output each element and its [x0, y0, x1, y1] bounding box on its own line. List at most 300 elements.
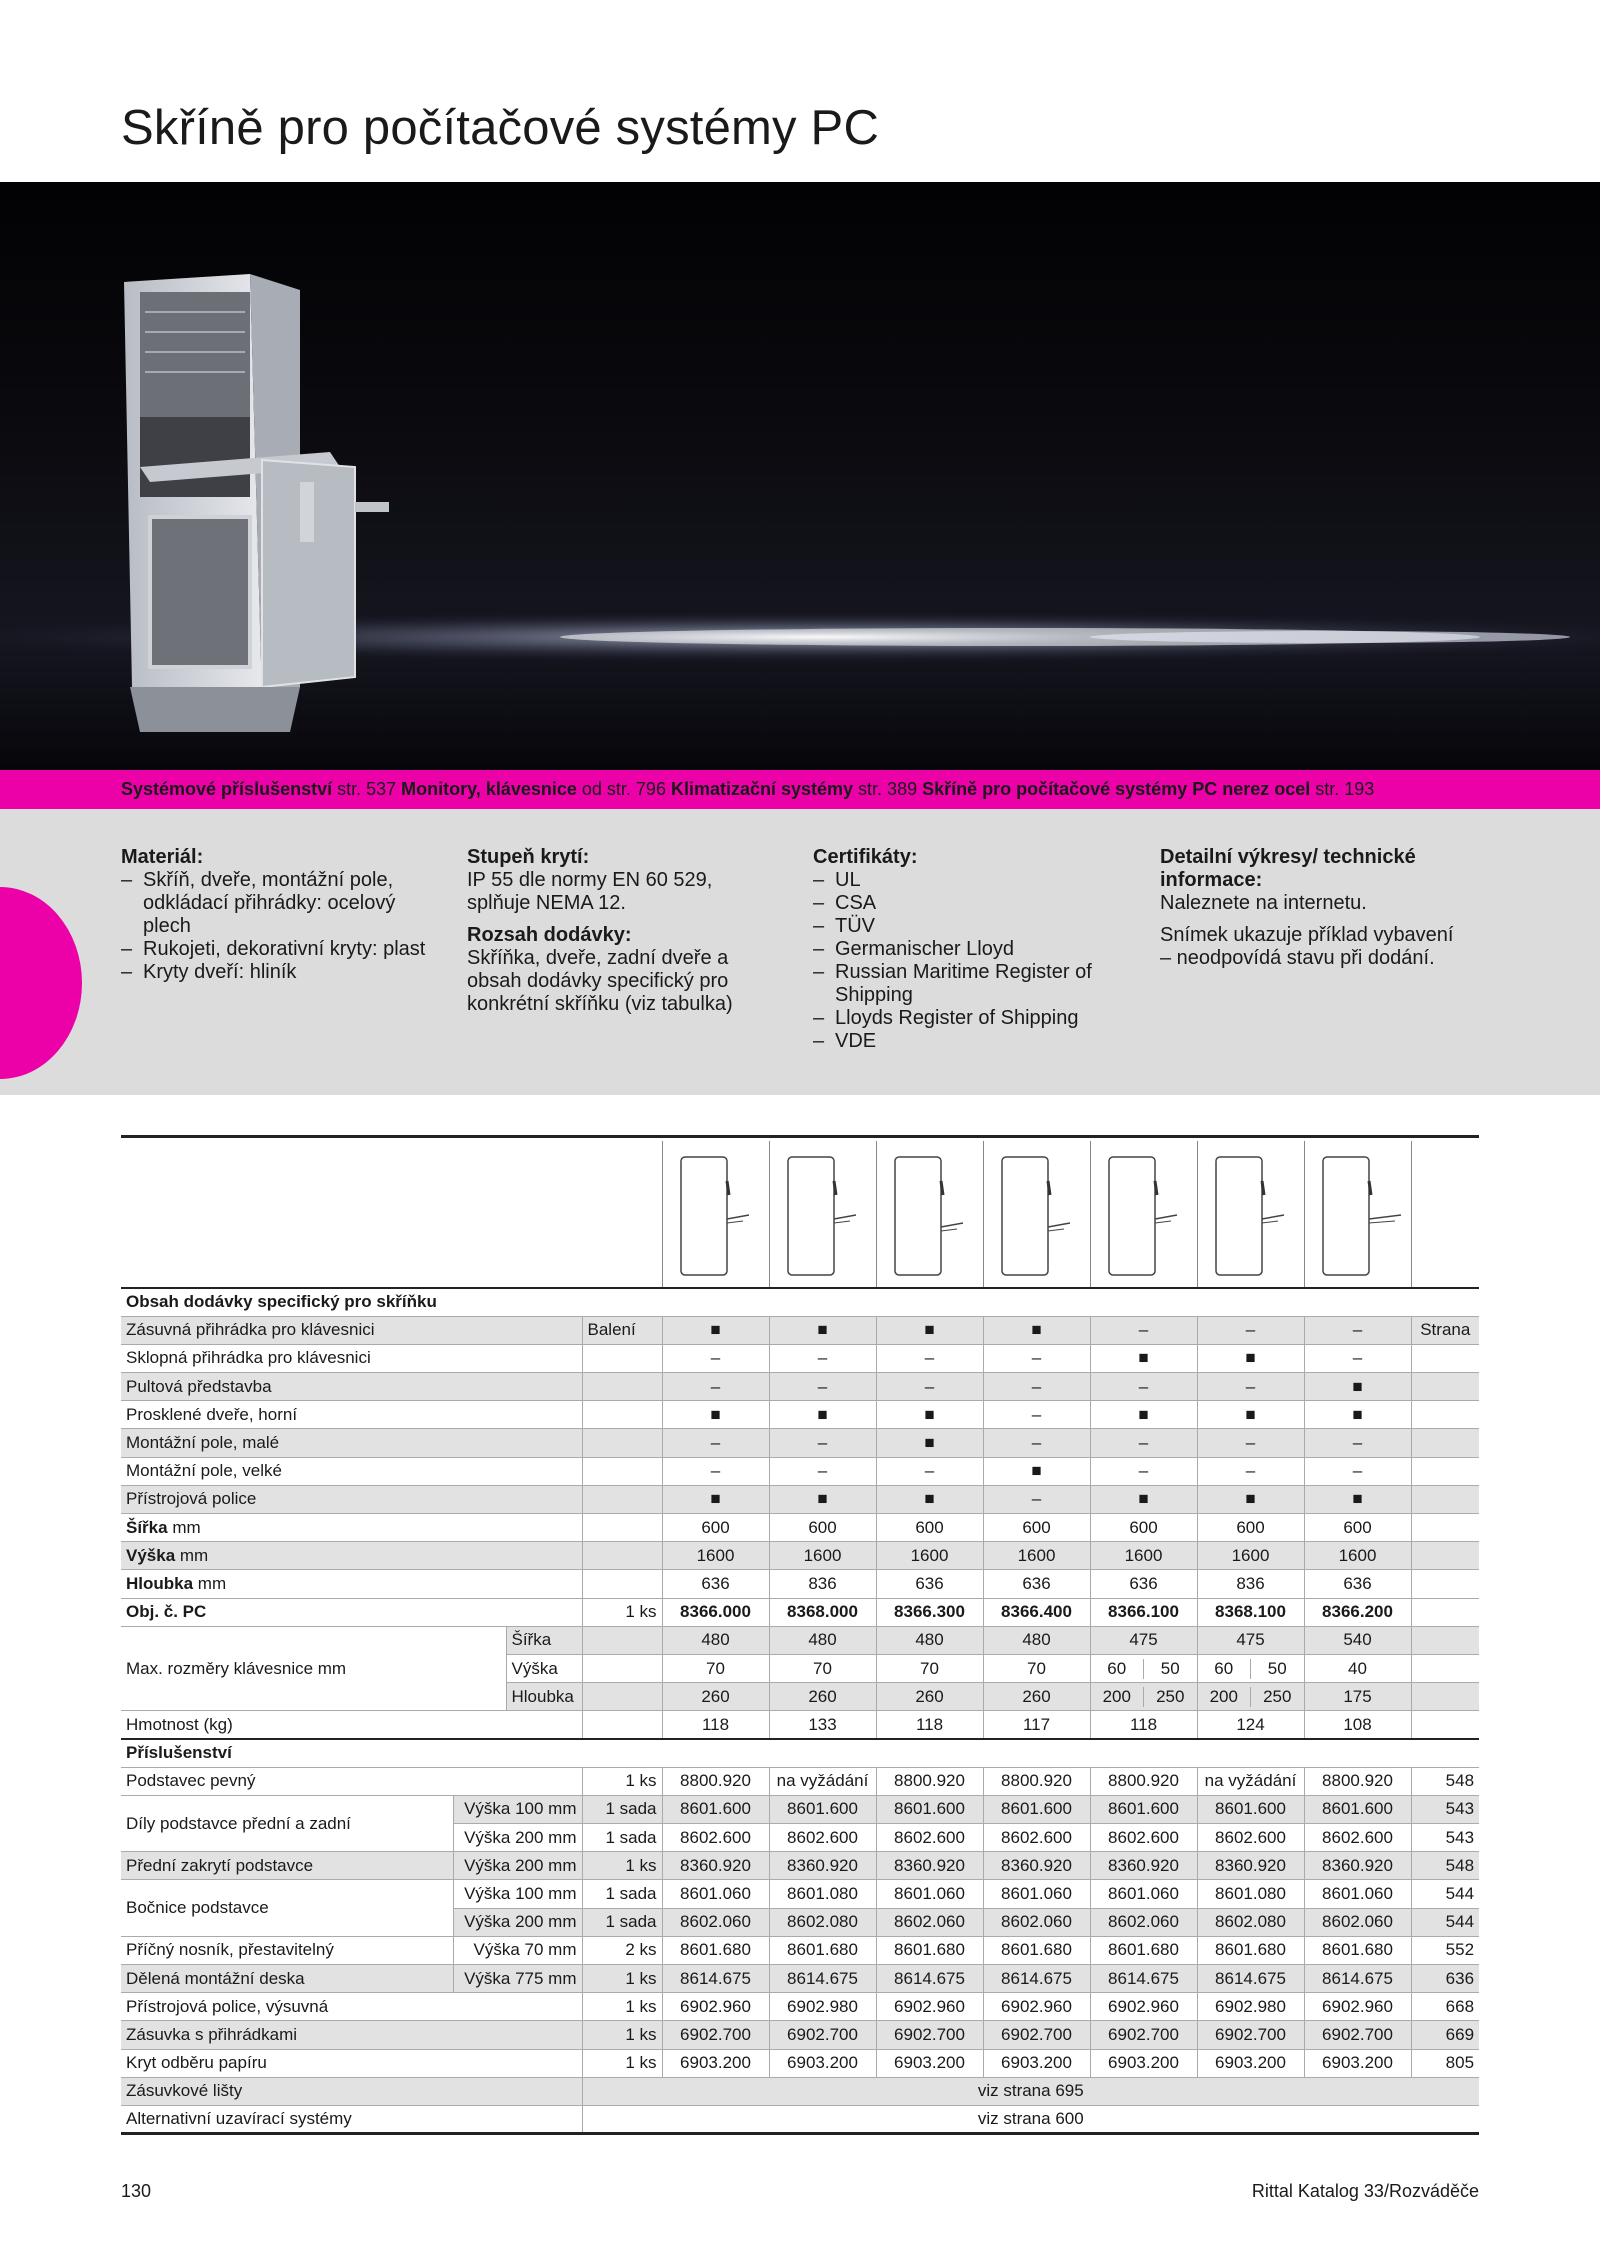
table-cell: 8601.600: [1090, 1795, 1197, 1823]
row-label: Přístrojová police, výsuvná: [121, 1993, 582, 2021]
table-cell: 8601.600: [769, 1795, 876, 1823]
row-label: Zásuvkové lišty: [121, 2077, 582, 2105]
table-cell: –: [1304, 1344, 1411, 1372]
row-label: Podstavec pevný: [121, 1767, 582, 1795]
table-cell: –: [1304, 1457, 1411, 1485]
material-column: [121, 846, 441, 984]
table-cell: [1411, 1711, 1479, 1739]
table-cell: 8601.680: [769, 1936, 876, 1964]
table-cell: 200 250: [1090, 1683, 1197, 1711]
cabinet-drawing: [1197, 1141, 1304, 1287]
table-row: [121, 1767, 1479, 1795]
table-cell: 636: [983, 1570, 1090, 1598]
table-cell: 8601.060: [983, 1880, 1090, 1908]
ref-page: str. 193: [1310, 779, 1375, 799]
pack-cell: 1 ks: [582, 1965, 662, 1993]
table-cell: 60 50: [1197, 1654, 1304, 1682]
table-cell: 6902.960: [1090, 1993, 1197, 2021]
table-cell: –: [876, 1344, 983, 1372]
page-cell: 543: [1411, 1824, 1479, 1852]
table-cell: 600: [1090, 1514, 1197, 1542]
row-label: Bočnice podstavce: [121, 1880, 453, 1936]
row-label: Kryt odběru papíru: [121, 2049, 582, 2077]
table-cell: –: [876, 1373, 983, 1401]
table-cell: 8800.920: [983, 1767, 1090, 1795]
table-cell: 60 50: [1090, 1654, 1197, 1682]
table-cell: –: [983, 1429, 1090, 1457]
table-cell: [582, 1401, 662, 1429]
order-number: 8366.300: [876, 1598, 983, 1626]
table-cell: [1411, 1626, 1479, 1654]
table-cell: 1600: [876, 1542, 983, 1570]
list-item: – UL: [813, 869, 1133, 892]
protection-text: IP 55 dle normy EN 60 529, splňuje NEMA 12.: [467, 869, 713, 914]
sub-label: Výška: [506, 1654, 582, 1682]
table-cell: 8602.600: [983, 1824, 1090, 1852]
table-cell: 70: [769, 1654, 876, 1682]
table-cell: 540: [1304, 1626, 1411, 1654]
row-label: Šířka mm: [121, 1514, 582, 1542]
table-cell: 6903.200: [1090, 2049, 1197, 2077]
table-cell: 1600: [662, 1542, 769, 1570]
list-item: – CSA: [813, 892, 1133, 915]
table-cell: ■: [1090, 1401, 1197, 1429]
table-row: [121, 2021, 1479, 2049]
cabinet-drawing: [662, 1141, 769, 1287]
list-item: – Rukojeti, dekorativní kryty: plast: [121, 938, 441, 961]
table-cell: [582, 1457, 662, 1485]
table-cell: 8602.060: [983, 1908, 1090, 1936]
table-row: [121, 1429, 1479, 1457]
table-cell: 118: [1090, 1711, 1197, 1739]
order-number: 8368.100: [1197, 1598, 1304, 1626]
section-heading: Příslušenství: [121, 1739, 1479, 1767]
ref-link-stainless[interactable]: Skříně pro počítačové systémy PC nerez ocel: [922, 779, 1311, 799]
ref-page: str. 389: [853, 779, 923, 799]
table-cell: 6903.200: [876, 2049, 983, 2077]
list-item: – Kryty dveří: hliník: [121, 961, 441, 984]
row-label: Díly podstavce přední a zadní: [121, 1795, 453, 1851]
order-number: 8368.000: [769, 1598, 876, 1626]
table-cell: 260: [769, 1683, 876, 1711]
table-cell: 8601.600: [1304, 1795, 1411, 1823]
table-cell: 8360.920: [983, 1852, 1090, 1880]
sub-label: Výška 100 mm: [453, 1880, 582, 1908]
table-cell: 8614.675: [876, 1965, 983, 1993]
table-cell: 8800.920: [876, 1767, 983, 1795]
row-label: Zásuvka s přihrádkami: [121, 2021, 582, 2049]
table-cell: 8601.680: [983, 1936, 1090, 1964]
table-cell: 6903.200: [1304, 2049, 1411, 2077]
table-cell: 6902.700: [769, 2021, 876, 2049]
table-cell: 70: [876, 1654, 983, 1682]
table-cell: –: [1304, 1316, 1411, 1344]
spec-table: [121, 1287, 1479, 2135]
page-cell: 544: [1411, 1880, 1479, 1908]
table-cell: [582, 1683, 662, 1711]
table-cell: [1411, 1598, 1479, 1626]
drawing-spacer: [1411, 1141, 1479, 1287]
table-row: [121, 2105, 1479, 2133]
table-cell: 600: [983, 1514, 1090, 1542]
table-cell: 636: [876, 1570, 983, 1598]
pack-cell: 1 sada: [582, 1880, 662, 1908]
table-cell: 260: [662, 1683, 769, 1711]
order-number: 8366.400: [983, 1598, 1090, 1626]
table-cell: 8601.060: [1090, 1880, 1197, 1908]
table-cell: 8601.680: [1197, 1936, 1304, 1964]
table-cell: ■: [662, 1401, 769, 1429]
table-cell: ■: [769, 1485, 876, 1513]
table-row: [121, 1711, 1479, 1739]
table-cell: –: [662, 1457, 769, 1485]
table-row: [121, 1852, 1479, 1880]
order-number: 8366.200: [1304, 1598, 1411, 1626]
table-cell: 836: [1197, 1570, 1304, 1598]
detail-column: [1160, 846, 1460, 970]
table-cell: 8602.060: [1304, 1908, 1411, 1936]
detail-heading: Detailní výkresy/ technické informace:: [1160, 846, 1416, 891]
table-cell: 6903.200: [1197, 2049, 1304, 2077]
table-cell: 1600: [1090, 1542, 1197, 1570]
table-cell: ■: [1090, 1344, 1197, 1372]
table-cell: ■: [1197, 1344, 1304, 1372]
table-cell: 636: [1090, 1570, 1197, 1598]
table-cell: 6902.960: [876, 1993, 983, 2021]
table-cell: 8601.600: [662, 1795, 769, 1823]
table-row: [121, 1401, 1479, 1429]
table-cell: –: [662, 1429, 769, 1457]
pack-cell: 1 ks: [582, 1767, 662, 1795]
table-row: [121, 1936, 1479, 1964]
table-cell: 1600: [1197, 1542, 1304, 1570]
pack-cell: 1 sada: [582, 1824, 662, 1852]
page-cell: 552: [1411, 1936, 1479, 1964]
material-list: [121, 869, 441, 984]
hero-image: [0, 182, 1600, 770]
table-row: [121, 1570, 1479, 1598]
table-cell: 600: [876, 1514, 983, 1542]
table-cell: 6902.700: [1304, 2021, 1411, 2049]
delivery-heading: Rozsah dodávky:: [467, 924, 632, 946]
table-cell: 600: [1304, 1514, 1411, 1542]
table-cell: 8602.060: [662, 1908, 769, 1936]
table-cell: –: [983, 1485, 1090, 1513]
table-cell: –: [769, 1457, 876, 1485]
table-cell: 8800.920: [1090, 1767, 1197, 1795]
table-cell: 1600: [769, 1542, 876, 1570]
pack-cell: 1 sada: [582, 1908, 662, 1936]
cabinet-drawing: [876, 1141, 983, 1287]
table-cell: 6902.700: [1090, 2021, 1197, 2049]
table-cell: ■: [876, 1316, 983, 1344]
table-cell: [1411, 1344, 1479, 1372]
table-cell: 6902.960: [662, 1993, 769, 2021]
table-cell: [582, 1626, 662, 1654]
table-cell: 70: [662, 1654, 769, 1682]
table-row: [121, 1457, 1479, 1485]
table-cell: 8602.080: [769, 1908, 876, 1936]
table-cell: 8601.600: [876, 1795, 983, 1823]
row-label: Přístrojová police: [121, 1485, 582, 1513]
table-cell: 8602.600: [1090, 1824, 1197, 1852]
list-item: – Russian Maritime Register of Shipping: [813, 961, 1133, 1007]
table-cell: [1411, 1485, 1479, 1513]
table-cell: ■: [1304, 1401, 1411, 1429]
ref-link-monitors[interactable]: Monitory, klávesnice: [401, 779, 577, 799]
table-cell: 480: [983, 1626, 1090, 1654]
table-cell: 8614.675: [769, 1965, 876, 1993]
table-cell: 8602.060: [876, 1908, 983, 1936]
table-cell: [1411, 1429, 1479, 1457]
cabinet-photo: [0, 182, 1600, 770]
row-label: Zásuvná přihrádka pro klávesnici: [121, 1316, 582, 1344]
table-cell: –: [769, 1373, 876, 1401]
table-cell: ■: [983, 1457, 1090, 1485]
table-cell: –: [1197, 1316, 1304, 1344]
table-cell: 108: [1304, 1711, 1411, 1739]
table-cell: –: [983, 1401, 1090, 1429]
table-cell: na vyžádání: [1197, 1767, 1304, 1795]
pack-cell: 1 ks: [582, 2021, 662, 2049]
table-cell: 600: [769, 1514, 876, 1542]
table-cell: 600: [662, 1514, 769, 1542]
table-cell: 6902.700: [983, 2021, 1090, 2049]
table-cell: ■: [769, 1316, 876, 1344]
see-page-cell: viz strana 600: [582, 2105, 1479, 2133]
table-cell: ■: [876, 1429, 983, 1457]
page-number: 130: [121, 2181, 152, 2201]
page-cell: 548: [1411, 1767, 1479, 1795]
table-cell: 8614.675: [1304, 1965, 1411, 1993]
table-cell: 8602.600: [876, 1824, 983, 1852]
table-cell: 8614.675: [1197, 1965, 1304, 1993]
table-cell: 200 250: [1197, 1683, 1304, 1711]
pack-cell: 1 ks: [582, 1598, 662, 1626]
table-cell: 1600: [983, 1542, 1090, 1570]
row-label: Montážní pole, velké: [121, 1457, 582, 1485]
row-label: Prosklené dveře, horní: [121, 1401, 582, 1429]
table-row: [121, 1626, 1479, 1654]
table-cell: 8602.600: [1197, 1824, 1304, 1852]
certificates-list: [813, 869, 1133, 1053]
table-cell: 8602.060: [1090, 1908, 1197, 1936]
certificates-heading: Certifikáty:: [813, 846, 918, 868]
row-label: Obj. č. PC: [121, 1598, 582, 1626]
cabinet-drawing: [1090, 1141, 1197, 1287]
table-cell: 1600: [1304, 1542, 1411, 1570]
table-row: [121, 2077, 1479, 2105]
table-cell: 8602.600: [662, 1824, 769, 1852]
table-row: [121, 1485, 1479, 1513]
table-cell: 475: [1197, 1626, 1304, 1654]
table-cell: 8601.060: [1304, 1880, 1411, 1908]
sub-label: Výška 200 mm: [453, 1852, 582, 1880]
row-label: Sklopná přihrádka pro klávesnici: [121, 1344, 582, 1372]
table-cell: 480: [769, 1626, 876, 1654]
table-cell: –: [1197, 1373, 1304, 1401]
cabinet-outline-icon: [994, 1151, 1084, 1279]
section-heading: Obsah dodávky specifický pro skříňku: [121, 1288, 1479, 1316]
table-cell: 6903.200: [983, 2049, 1090, 2077]
table-row: [121, 1344, 1479, 1372]
table-cell: 8601.680: [1304, 1936, 1411, 1964]
table-cell: 8601.060: [876, 1880, 983, 1908]
table-cell: –: [1197, 1429, 1304, 1457]
order-number: 8366.100: [1090, 1598, 1197, 1626]
table-cell: ■: [662, 1485, 769, 1513]
table-cell: 6902.960: [1304, 1993, 1411, 2021]
table-cell: –: [1304, 1429, 1411, 1457]
table-cell: 480: [662, 1626, 769, 1654]
table-cell: –: [769, 1429, 876, 1457]
table-cell: 475: [1090, 1626, 1197, 1654]
table-cell: 40: [1304, 1654, 1411, 1682]
table-cell: 8602.080: [1197, 1908, 1304, 1936]
cabinet-drawings: [121, 1135, 1479, 1287]
sub-label: Hloubka: [506, 1683, 582, 1711]
page-cell: 636: [1411, 1965, 1479, 1993]
table-cell: ■: [769, 1401, 876, 1429]
table-cell: 6903.200: [662, 2049, 769, 2077]
ref-link-system-accessories[interactable]: Systémové příslušenství: [121, 779, 333, 799]
table-cell: 6902.700: [662, 2021, 769, 2049]
table-cell: [582, 1514, 662, 1542]
table-cell: 6903.200: [769, 2049, 876, 2077]
table-row: [121, 2049, 1479, 2077]
table-cell: 117: [983, 1711, 1090, 1739]
table-cell: [1411, 1514, 1479, 1542]
table-cell: ■: [1304, 1373, 1411, 1401]
table-cell: [1411, 1401, 1479, 1429]
sub-label: Šířka: [506, 1626, 582, 1654]
cabinet-outline-icon: [780, 1151, 870, 1279]
table-cell: 6902.700: [876, 2021, 983, 2049]
table-cell: 8360.920: [662, 1852, 769, 1880]
page-title: Skříně pro počítačové systémy PC: [121, 101, 880, 155]
table-row: [121, 1795, 1479, 1823]
table-cell: [582, 1570, 662, 1598]
table-cell: 8614.675: [662, 1965, 769, 1993]
table-cell: 8601.600: [983, 1795, 1090, 1823]
row-label: Přední zakrytí podstavce: [121, 1852, 453, 1880]
table-cell: –: [1090, 1373, 1197, 1401]
pack-cell: 1 ks: [582, 1852, 662, 1880]
table-cell: ■: [983, 1316, 1090, 1344]
table-cell: [1411, 1542, 1479, 1570]
table-cell: 8601.600: [1197, 1795, 1304, 1823]
table-cell: [1411, 1654, 1479, 1682]
pack-cell: 1 ks: [582, 1993, 662, 2021]
catalog-name: Rittal Katalog 33/Rozváděče: [1251, 2181, 1479, 2201]
row-label: Dělená montážní deska: [121, 1965, 453, 1993]
table-cell: –: [662, 1373, 769, 1401]
cabinet-drawing: [983, 1141, 1090, 1287]
table-cell: 8601.680: [1090, 1936, 1197, 1964]
table-cell: 6902.980: [769, 1993, 876, 2021]
see-page-cell: viz strana 695: [582, 2077, 1479, 2105]
row-label: Montážní pole, malé: [121, 1429, 582, 1457]
table-row: [121, 1598, 1479, 1626]
table-cell: ■: [1090, 1485, 1197, 1513]
table-cell: 175: [1304, 1683, 1411, 1711]
table-row: [121, 1993, 1479, 2021]
table-cell: [1411, 1683, 1479, 1711]
list-item: – TÜV: [813, 915, 1133, 938]
material-heading: Materiál:: [121, 846, 204, 868]
list-item: – VDE: [813, 1030, 1133, 1053]
pack-cell: 1 ks: [582, 2049, 662, 2077]
table-cell: ■: [662, 1316, 769, 1344]
order-number: 8366.000: [662, 1598, 769, 1626]
table-cell: 8360.920: [769, 1852, 876, 1880]
table-cell: 8602.600: [769, 1824, 876, 1852]
certificates-column: [813, 846, 1133, 1053]
table-cell: 636: [662, 1570, 769, 1598]
table-cell: 600: [1197, 1514, 1304, 1542]
sub-label: Výška 70 mm: [453, 1936, 582, 1964]
table-cell: 260: [983, 1683, 1090, 1711]
table-row: [121, 1316, 1479, 1344]
table-row: [121, 1514, 1479, 1542]
detail-note: Snímek ukazuje příklad vybavení – neodpovídá stavu při dodání.: [1160, 924, 1454, 969]
table-cell: 8602.600: [1304, 1824, 1411, 1852]
table-cell: 636: [1304, 1570, 1411, 1598]
table-cell: 8800.920: [662, 1767, 769, 1795]
table-cell: 8360.920: [1197, 1852, 1304, 1880]
page-cell: 548: [1411, 1852, 1479, 1880]
table-cell: 8601.680: [662, 1936, 769, 1964]
page-header: Strana: [1411, 1316, 1479, 1344]
row-label: Hmotnost (kg): [121, 1711, 582, 1739]
table-cell: 260: [876, 1683, 983, 1711]
ref-link-climate[interactable]: Klimatizační systémy: [670, 779, 854, 799]
pack-cell: 2 ks: [582, 1936, 662, 1964]
table-cell: –: [1197, 1457, 1304, 1485]
cabinet-outline-icon: [673, 1151, 763, 1279]
table-cell: ■: [1304, 1485, 1411, 1513]
table-cell: [1411, 1570, 1479, 1598]
table-cell: –: [1090, 1429, 1197, 1457]
table-cell: 480: [876, 1626, 983, 1654]
table-cell: –: [983, 1344, 1090, 1372]
table-cell: –: [769, 1344, 876, 1372]
table-cell: –: [983, 1373, 1090, 1401]
table-cell: [582, 1485, 662, 1513]
table-cell: 118: [662, 1711, 769, 1739]
table-cell: 8601.060: [662, 1880, 769, 1908]
detail-text: Naleznete na internetu.: [1160, 892, 1367, 914]
list-item: – Germanischer Lloyd: [813, 938, 1133, 961]
table-cell: –: [876, 1457, 983, 1485]
table-cell: 6902.960: [983, 1993, 1090, 2021]
protection-column: [467, 846, 767, 1016]
table-cell: 8614.675: [983, 1965, 1090, 1993]
table-cell: ■: [876, 1401, 983, 1429]
list-item: – Lloyds Register of Shipping: [813, 1007, 1133, 1030]
table-cell: [582, 1654, 662, 1682]
row-label: Hloubka mm: [121, 1570, 582, 1598]
table-cell: 8614.675: [1090, 1965, 1197, 1993]
table-cell: 6902.700: [1197, 2021, 1304, 2049]
table-cell: –: [1090, 1457, 1197, 1485]
ref-page: od str. 796: [576, 779, 671, 799]
table-cell: 6902.980: [1197, 1993, 1304, 2021]
table-cell: [1411, 1457, 1479, 1485]
table-cell: 836: [769, 1570, 876, 1598]
table-cell: 8601.080: [1197, 1880, 1304, 1908]
table-cell: ■: [876, 1485, 983, 1513]
